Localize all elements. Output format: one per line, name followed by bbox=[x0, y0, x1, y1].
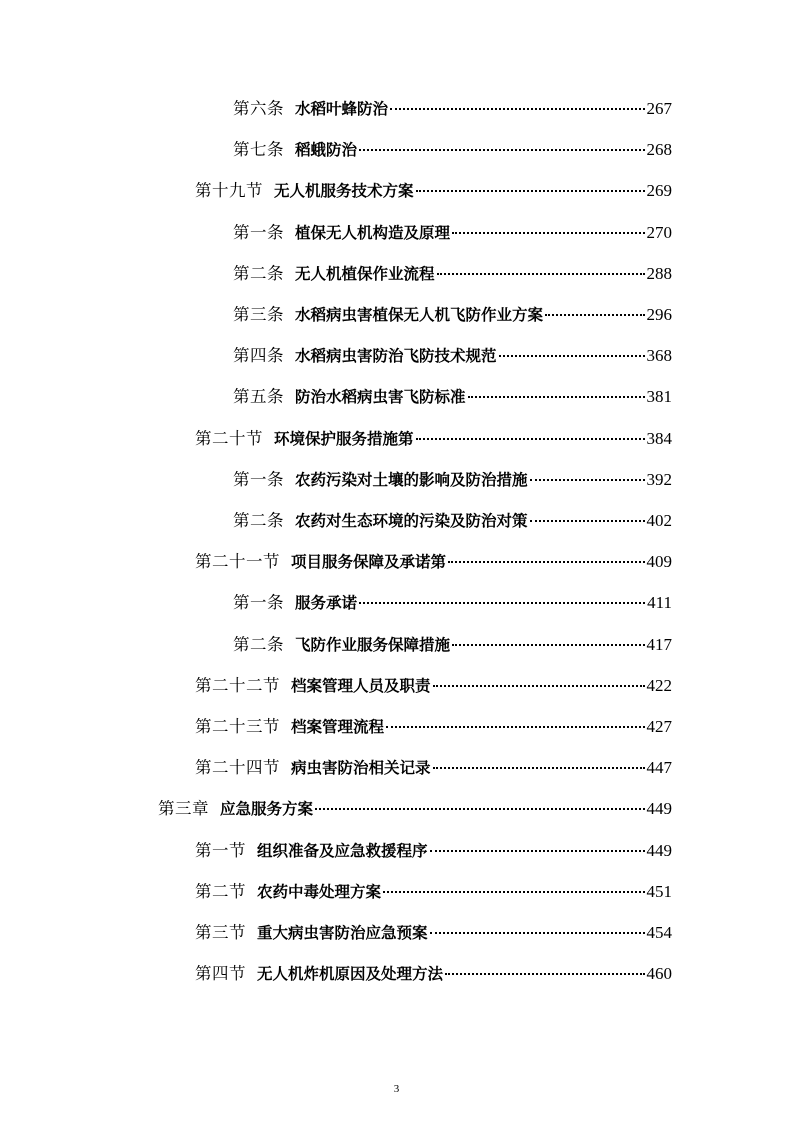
toc-dot-leader bbox=[499, 355, 645, 357]
toc-entry[interactable] bbox=[233, 262, 672, 286]
toc-entry[interactable] bbox=[233, 385, 672, 409]
toc-entry-title: 稻蛾防治 bbox=[295, 141, 358, 159]
toc-dot-leader bbox=[359, 149, 644, 151]
toc-entry-page: 409 bbox=[646, 552, 672, 571]
toc-entry-page: 411 bbox=[647, 593, 672, 612]
toc-entry-page: 460 bbox=[646, 964, 672, 983]
toc-entry-title: 农药污染对土壤的影响及防治措施 bbox=[295, 471, 528, 489]
toc-entry[interactable] bbox=[233, 468, 672, 492]
toc-entry-number: 第七条 bbox=[233, 140, 284, 159]
toc-entry-number: 第四条 bbox=[233, 346, 284, 365]
toc-dot-leader bbox=[386, 726, 644, 728]
toc-entry-title: 应急服务方案 bbox=[220, 800, 314, 818]
toc-entry-title: 农药中毒处理方案 bbox=[257, 883, 382, 901]
toc-entry-title: 植保无人机构造及原理 bbox=[295, 224, 451, 242]
toc-entry-number: 第二节 bbox=[195, 882, 246, 901]
toc-entry-title: 防治水稻病虫害飞防标准 bbox=[295, 388, 466, 406]
toc-entry-page: 447 bbox=[646, 758, 672, 777]
toc-entry-title: 重大病虫害防治应急预案 bbox=[257, 924, 428, 942]
toc-entry-page: 381 bbox=[646, 387, 672, 406]
toc-entry-title: 农药对生态环境的污染及防治对策 bbox=[295, 512, 528, 530]
toc-entry-number: 第三节 bbox=[195, 923, 246, 942]
toc-entry-page: 422 bbox=[646, 676, 672, 695]
toc-entry-number: 第二条 bbox=[233, 511, 284, 530]
toc-entry-page: 449 bbox=[646, 799, 672, 818]
toc-entry[interactable] bbox=[195, 674, 672, 698]
toc-entry-page: 267 bbox=[646, 99, 672, 118]
toc-entry[interactable] bbox=[195, 880, 672, 904]
toc-dot-leader bbox=[430, 932, 645, 934]
toc-entry-title: 无人机服务技术方案 bbox=[274, 182, 414, 200]
toc-entry-page: 449 bbox=[646, 841, 672, 860]
toc-entry-page: 288 bbox=[646, 264, 672, 283]
toc-entry-page: 270 bbox=[646, 223, 672, 242]
toc-entry[interactable] bbox=[195, 756, 672, 780]
toc-entry[interactable] bbox=[195, 839, 672, 863]
toc-entry-number: 第二条 bbox=[233, 264, 284, 283]
toc-dot-leader bbox=[437, 273, 645, 275]
toc-dot-leader bbox=[430, 850, 645, 852]
toc-dot-leader bbox=[416, 438, 645, 440]
toc-entry-number: 第二十四节 bbox=[195, 758, 280, 777]
toc-entry-number: 第二十二节 bbox=[195, 676, 280, 695]
toc-entry[interactable] bbox=[233, 344, 672, 368]
toc-dot-leader bbox=[416, 190, 645, 192]
toc-entry-number: 第二条 bbox=[233, 635, 284, 654]
toc-entry-title: 组织准备及应急救援程序 bbox=[257, 842, 428, 860]
toc-entry-number: 第二十节 bbox=[195, 429, 263, 448]
toc-entry-number: 第六条 bbox=[233, 99, 284, 118]
toc-entry[interactable] bbox=[195, 550, 672, 574]
toc-entry-title: 无人机炸机原因及处理方法 bbox=[257, 965, 444, 983]
toc-entry-title: 档案管理人员及职责 bbox=[291, 677, 431, 695]
toc-entry-page: 384 bbox=[646, 429, 672, 448]
toc-entry-number: 第一条 bbox=[233, 223, 284, 242]
toc-dot-leader bbox=[433, 767, 645, 769]
page-number-footer: 3 bbox=[393, 1083, 400, 1095]
toc-entry-title: 病虫害防治相关记录 bbox=[291, 759, 431, 777]
toc-entry-title: 无人机植保作业流程 bbox=[295, 265, 435, 283]
toc-entry-page: 402 bbox=[646, 511, 672, 530]
toc-entry-title: 项目服务保障及承诺第 bbox=[291, 553, 447, 571]
toc-entry-page: 427 bbox=[646, 717, 672, 736]
toc-dot-leader bbox=[390, 108, 644, 110]
toc-dot-leader bbox=[448, 561, 644, 563]
toc-entry-title: 档案管理流程 bbox=[291, 718, 385, 736]
toc-dot-leader bbox=[359, 602, 645, 604]
toc-entry-page: 268 bbox=[646, 140, 672, 159]
toc-entry[interactable] bbox=[233, 138, 672, 162]
toc-entry-page: 392 bbox=[646, 470, 672, 489]
toc-entry[interactable] bbox=[195, 715, 672, 739]
toc-entry-number: 第三章 bbox=[158, 799, 209, 818]
toc-entry-page: 454 bbox=[646, 923, 672, 942]
toc-entry-page: 296 bbox=[646, 305, 672, 324]
toc-entry-number: 第二十三节 bbox=[195, 717, 280, 736]
toc-entry-page: 451 bbox=[646, 882, 672, 901]
toc-entry-number: 第五条 bbox=[233, 387, 284, 406]
toc-dot-leader bbox=[383, 891, 644, 893]
toc-entry[interactable] bbox=[195, 962, 672, 986]
toc-entry-number: 第三条 bbox=[233, 305, 284, 324]
toc-dot-leader bbox=[530, 520, 645, 522]
toc-dot-leader bbox=[452, 644, 644, 646]
toc-entry[interactable] bbox=[233, 509, 672, 533]
toc-entry-title: 环境保护服务措施第 bbox=[274, 430, 414, 448]
toc-entry-page: 368 bbox=[646, 346, 672, 365]
toc-entry-title: 服务承诺 bbox=[295, 594, 358, 612]
toc-entry[interactable] bbox=[195, 921, 672, 945]
toc-entry[interactable] bbox=[195, 427, 672, 451]
toc-entry-number: 第一节 bbox=[195, 841, 246, 860]
toc-entry[interactable] bbox=[195, 179, 672, 203]
toc-entry-page: 417 bbox=[646, 635, 672, 654]
toc-dot-leader bbox=[445, 973, 644, 975]
toc-entry[interactable] bbox=[233, 97, 672, 121]
toc-entry-number: 第一条 bbox=[233, 470, 284, 489]
toc-entry[interactable] bbox=[233, 591, 672, 615]
toc-entry-number: 第四节 bbox=[195, 964, 246, 983]
toc-entry-number: 第十九节 bbox=[195, 181, 263, 200]
toc-entry-page: 269 bbox=[646, 181, 672, 200]
toc-entry-title: 水稻叶蜂防治 bbox=[295, 100, 389, 118]
toc-dot-leader bbox=[545, 314, 644, 316]
toc-dot-leader bbox=[315, 808, 644, 810]
toc-entry[interactable] bbox=[233, 303, 672, 327]
toc-entry-title: 水稻病虫害植保无人机飞防作业方案 bbox=[295, 306, 544, 324]
toc-entry[interactable] bbox=[158, 797, 672, 821]
toc-dot-leader bbox=[530, 479, 645, 481]
toc-entry-title: 水稻病虫害防治飞防技术规范 bbox=[295, 347, 497, 365]
toc-entry[interactable] bbox=[233, 633, 672, 657]
toc-dot-leader bbox=[433, 685, 645, 687]
toc-dot-leader bbox=[468, 396, 645, 398]
toc-entry[interactable] bbox=[233, 221, 672, 245]
toc-entry-number: 第二十一节 bbox=[195, 552, 280, 571]
toc-entry-number: 第一条 bbox=[233, 593, 284, 612]
toc-entry-title: 飞防作业服务保障措施 bbox=[295, 636, 451, 654]
toc-dot-leader bbox=[452, 232, 644, 234]
